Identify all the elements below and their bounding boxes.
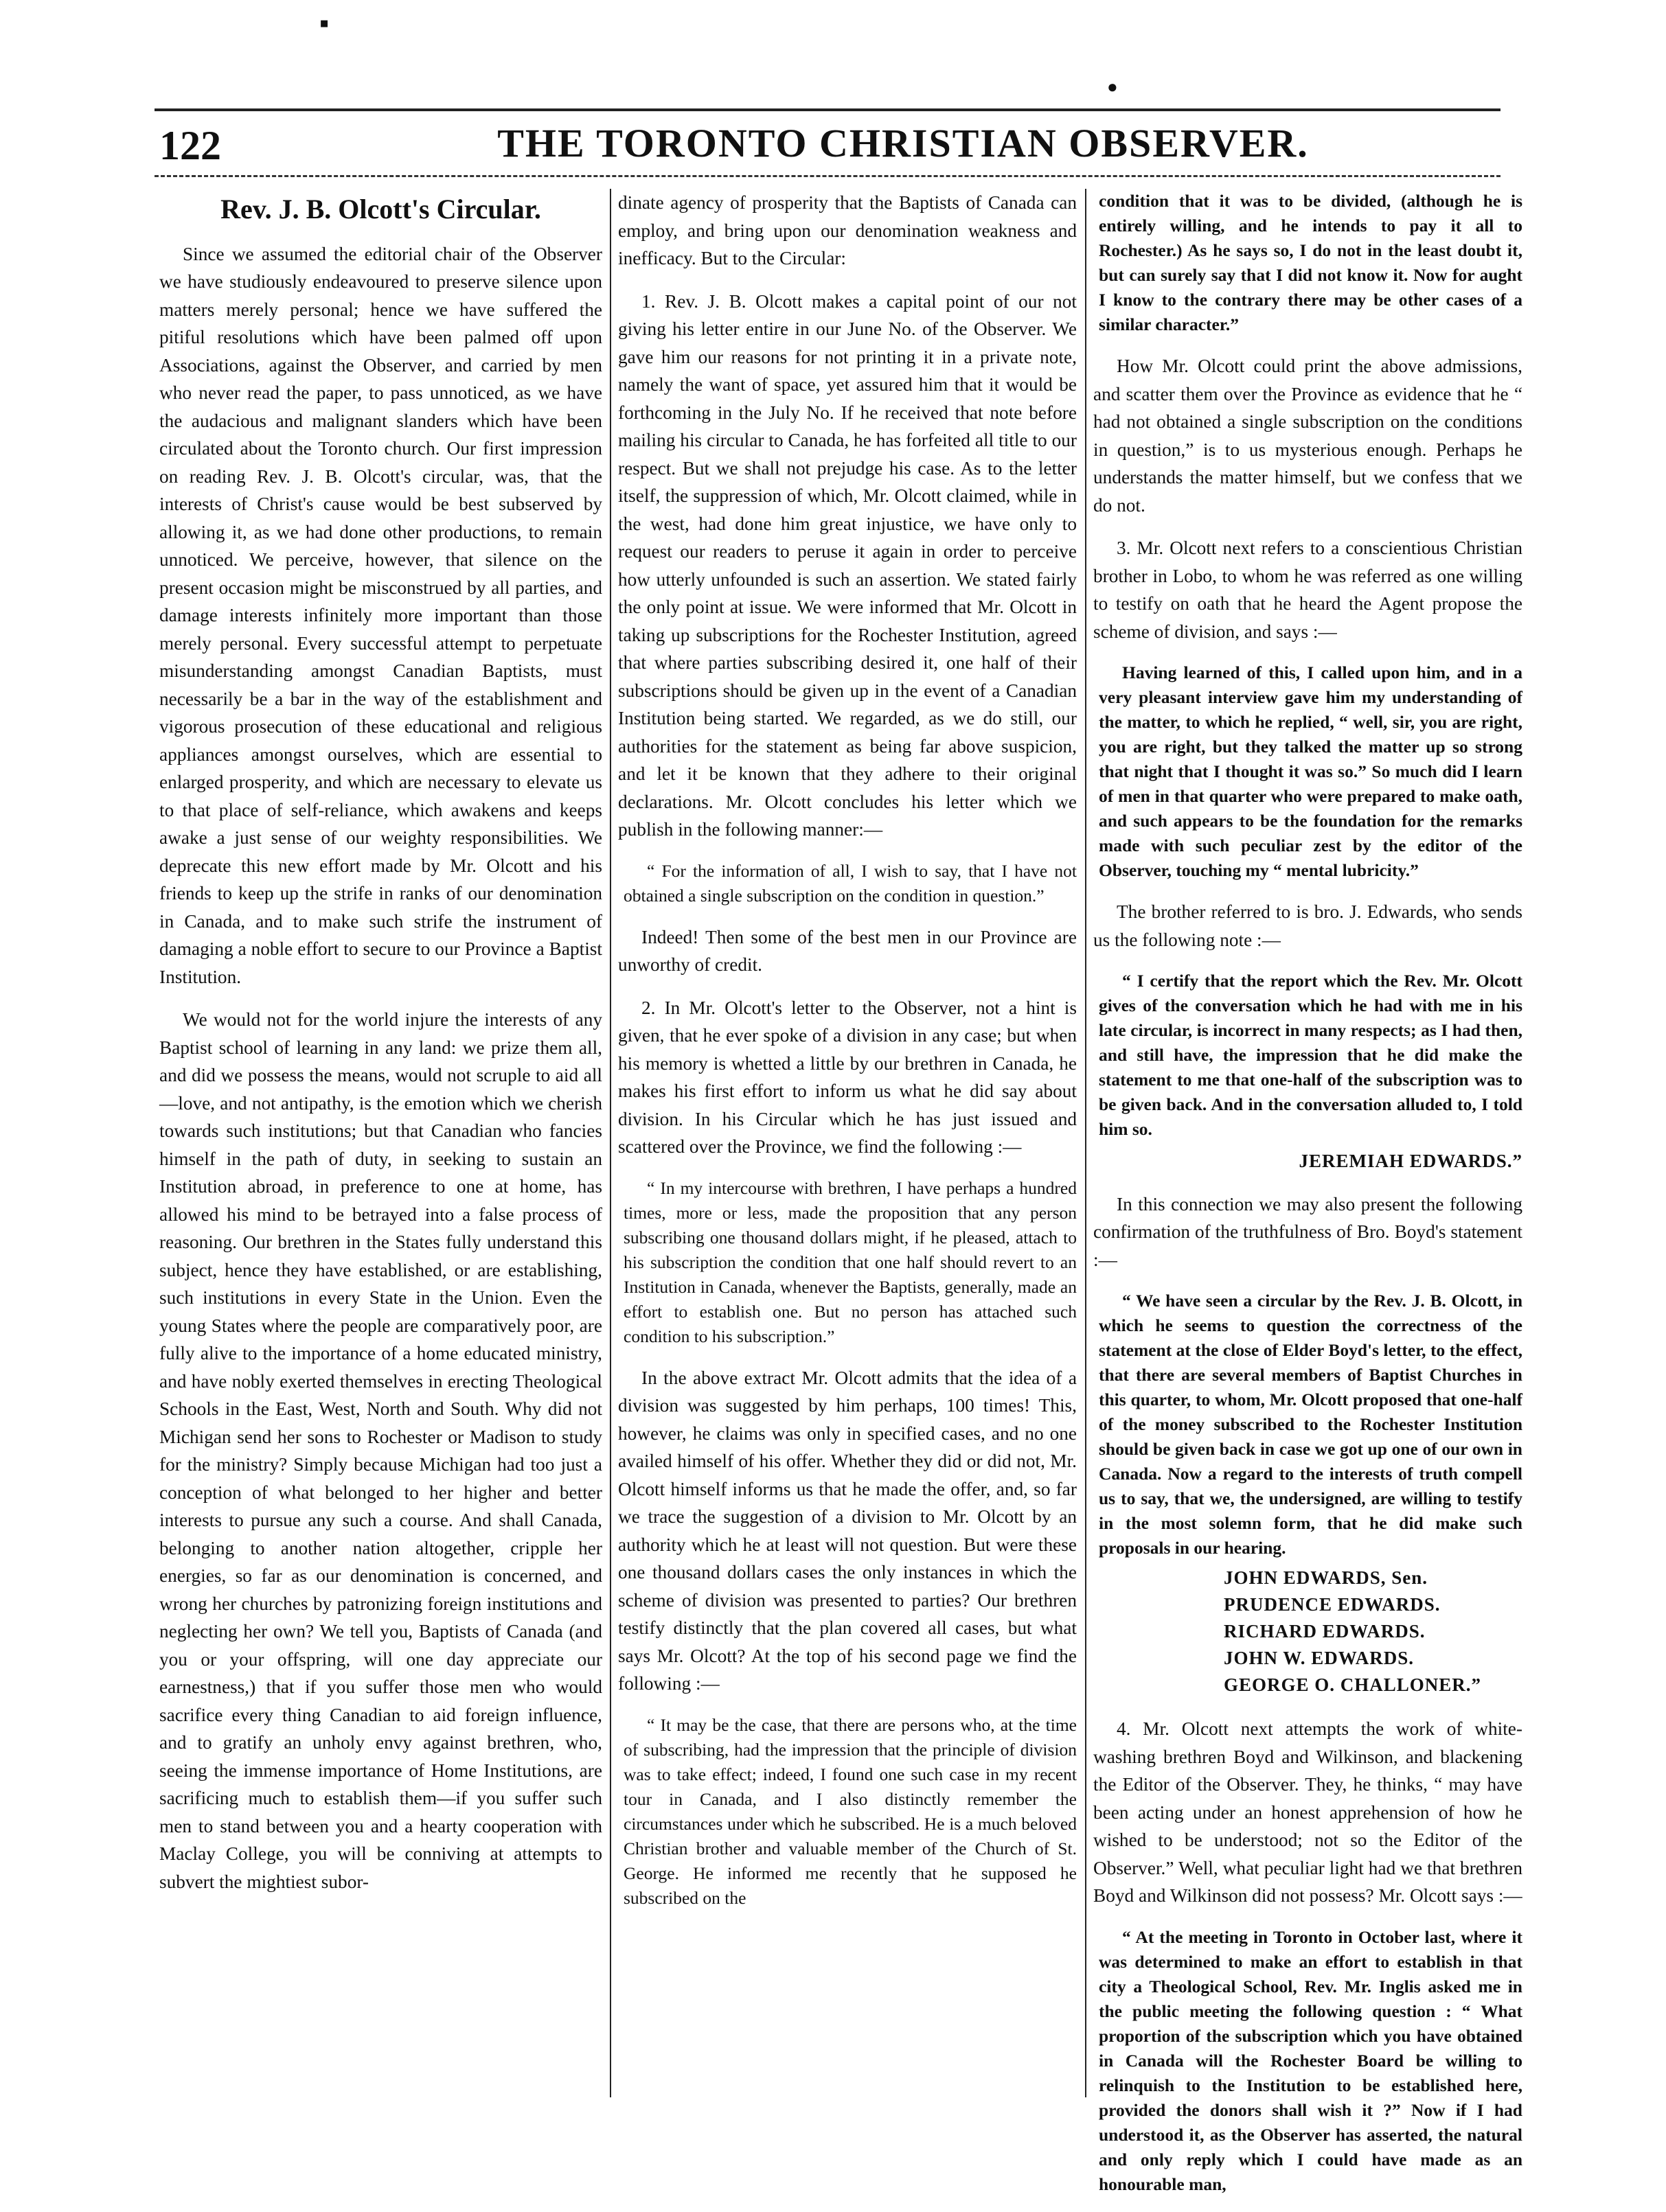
paragraph: How Mr. Olcott could print the above admissions, and scatter them over the Province as evidence that he “ had not obtained a single subscription on the conditions in question,” is to us mysterious enough. Perhaps he understands the matter himself, but we confess that we do not. xyxy=(1093,356,1522,516)
signature-line: JEREMIAH EDWARDS.” xyxy=(1299,1151,1522,1171)
paragraph: 4. Mr. Olcott next attempts the work of white-washing brethren Boyd and Wilkinson, and blackening the Editor of the Observer. They, he thinks, “ may have been acting under an honest apprehension of how he wished to be understood; not so the Editor of the Observer.” Well, what peculiar light had we that brethren Boyd and Wilkinson did not possess? Mr. Olcott says :— xyxy=(1093,1718,1522,1906)
quotation: “ For the information of all, I wish to say, that I have not obtained a single subscription on the condition in question.” xyxy=(624,860,1077,906)
paragraph: 3. Mr. Olcott next refers to a conscientious Christian brother in Lobo, to whom he was referred as one willing to testify on oath that he heard the Agent propose the scheme of division, and says :— xyxy=(1093,538,1522,642)
page-number: 122 xyxy=(159,123,221,168)
paragraph: Indeed! Then some of the best men in our Province are unworthy of credit. xyxy=(618,926,1077,975)
top-center-mark: ● xyxy=(1107,77,1118,97)
paragraph: dinate agency of prosperity that the Baptists of Canada can employ, and bring upon our denomination weakness and inefficacy. But to the Circular: xyxy=(618,192,1077,268)
top-speck: ▪ xyxy=(319,8,330,38)
column-divider-left xyxy=(610,189,611,2097)
signer-name: JOHN EDWARDS, Sen. xyxy=(1224,1567,1428,1588)
paragraph: In the above extract Mr. Olcott admits that the idea of a division was suggested by him perhaps, 100 times! This, however, he claims was only in specified cases, and no one availed himself of his offer. Whether they did or did not, Mr. Olcott himself informs us that he made the offer, and, so far we trace the suggestion of a division to Mr. Olcott by an authority which he at least will not question. But were these one thousand dollars cases the only instances in which the scheme of division was presented to parties? Our brethren testify distinctly that the plan covered all cases, but what says Mr. Olcott? At the top of his second page we find the following :— xyxy=(618,1367,1077,1694)
paragraph: The brother referred to is bro. J. Edwards, who sends us the following note :— xyxy=(1093,901,1522,950)
top-rule xyxy=(155,108,1500,111)
column-divider-right xyxy=(1085,189,1086,2097)
paragraph: In this connection we may also present the following confirmation of the truthfulness of Bro. Boyd's statement :— xyxy=(1093,1193,1522,1270)
header-rule xyxy=(155,175,1500,177)
paragraph: We would not for the world injure the interests of any Baptist school of learning in any land: we prize them all, and did we possess the means, would not scruple to aid all—love, and not antipathy, is the emotion which we cherish towards such institutions; but that Canadian who fancies himself in the path of duty, in seeking to sustain an Institution abroad, in preference to one at home, has allowed his mind to be betrayed into a false process of reasoning. Our brethren in the States fully understand this subject, hence they have established, or are establishing, such institutions in every State in the Union. Even the young States where the people are comparatively poor, are fully alive to the importance of a home educated ministry, and have nobly exerted themselves in erecting Theological Schools in the East, West, North and South. Why did not Michigan send her sons to Rochester or Madison to study for the ministry? Simply because Michigan had too just a conception of what belonged to her higher and better interests to pursue any such a course. And shall Canada, belonging to another nation altogether, cripple her energies, so far as our denomination is concerned, and wrong her churches by patronizing foreign institutions and neglecting her own? We tell you, Baptists of Canada (and you or your offspring, will one day appreciate our earnestness,) that if you suffer those men who would sacrifice every thing Canadian to aid foreign influence, and to gratify an unholy envy against brethren, who, seeing the immense importance of Home Institutions, are sacrificing much to establish them—if you suffer such men to stand between you and a hearty cooperation with Maclay College, you will be conniving at attempts to subvert the mightiest subor- xyxy=(159,1009,602,1892)
paragraph: 1. Rev. J. B. Olcott makes a capital point of our not giving his letter entire in our June No. of the Observer. We gave him our reasons for not printing it in a private note, namely the want of space, yet assured him that it would be forthcoming in the July No. If he received that note before mailing his circular to Canada, he has forfeited all title to our respect. But we shall not prejudge his case. As to the letter itself, the suppression of which, Mr. Olcott claimed, while in the west, had done him great injustice, we have only to request our readers to peruse it again in order to perceive how utterly unfounded is such an assertion. We stated fairly the only point at issue. We were informed that Mr. Olcott in taking up subscriptions for the Rochester Institution, agreed that where parties subscribing desired it, one half of their subscriptions should be given up in the event of a Canadian Institution being started. We regarded, as we do still, our authorities for the statement as being far above suspicion, and let it be known that they adhere to their original declarations. Mr. Olcott concludes his letter which we publish in the following manner:— xyxy=(618,290,1077,840)
column-left xyxy=(159,189,602,1911)
quotation: “ It may be the case, that there are persons who, at the time of subscribing, had the impression that the principle of division was to take effect; indeed, I found one such case in my recent tour in Canada, and I also distinctly remember the circumstances under which he subscribed. He is a much beloved Christian brother and valuable member of the Church of St. George. He informed me recently that he supposed he subscribed on the xyxy=(624,1714,1077,1908)
quotation: “ We have seen a circular by the Rev. J. B. Olcott, in which he seems to question the correctness of the statement at the close of Elder Boyd's letter, to the effect, that there are several members of Baptist Churches in this quarter, to whom, Mr. Olcott proposed that one-half of the money subscribed to the Rochester Institution should be given back in case we got up one of our own in Canada. Now a regard to the interests of truth compell us to say, that we, the undersigned, are willing to testify in the most solemn form, that he did make such proposals in our hearing. xyxy=(1099,1291,1522,1558)
quotation: “ I certify that the report which the Rev. Mr. Olcott gives of the conversation which he had with me in his late circular, is incorrect in many respects; as I had then, and still have, the impression that he did make the statement to me that one-half of the subscription was to be given back. And in the conversation alluded to, I told him so. xyxy=(1099,971,1522,1139)
quotation: Having learned of this, I called upon him, and in a very pleasant interview gave him my understanding of the matter, to which he replied, “ well, sir, you are right, you are right, but they talked the matter up so strong that night that I thought it was so.” So much did I learn of men in that quarter who were prepared to make oath, and such appears to be the foundation for the remarks made with such peculiar zest by the editor of the Observer, touching my “ mental lubricity.” xyxy=(1099,663,1522,880)
quotation: “ At the meeting in Toronto in October last, where it was determined to make an effort to establish in that city a Theological School, Rev. Mr. Inglis asked me in the public meeting the following question : “ What proportion of the subscription which you have obtained in Canada will the Rochester Board be willing to relinquish to the Institution to be established here, provided the donors shall wish it ?” Now if I had understood it, as the Observer has asserted, the natural and only reply which I could have made as an honourable man, xyxy=(1099,1926,1522,2194)
column-middle xyxy=(618,189,1077,1926)
signers-list xyxy=(1093,1565,1522,1698)
signer-name: RICHARD EDWARDS. xyxy=(1224,1621,1426,1641)
paragraph: Since we assumed the editorial chair of the Observer we have studiously endeavoured to preserve silence upon matters merely personal; hence we have suffered the pitiful resolutions which have been palmed off upon Associations, against the Observer, and carried by men who never read the paper, to pass unnoticed, as we have the audacious and malignant slanders which have been circulated about the Toronto church. Our first impression on reading Rev. J. B. Olcott's circular, was, that the interests of Christ's cause would be best subserved by allowing it, as we had done other productions, to remain unnoticed. We perceive, however, that silence on the present occasion might be misconstrued by all parties, and damage interests infinitely more important than those merely personal. Every successful attempt to perpetuate misunderstanding amongst Canadian Baptists, must necessarily be a bar in the way of the establishment and vigorous prosecution of these educational and religious appliances amongst ourselves, which are essential to enlarged prosperity, and which are necessary to elevate us to that place of self-reliance, which awakens and keeps awake a just sense of our weighty responsibilities. We deprecate this new effort made by Mr. Olcott and his friends to keep up the strife in ranks of our denomination in Canada, and to make such strife the instrument of damaging a noble effort to secure to our Province a Baptist Institution. xyxy=(159,243,602,987)
paragraph: 2. In Mr. Olcott's letter to the Observer, not a hint is given, that he ever spoke of a division in any case; but when his memory is whetted a little by our brethren in Canada, he makes his first effort to inform us what he did say about division. In his Circular which he has just issued and scattered over the Province, we find the following :— xyxy=(618,997,1077,1157)
signer-name: GEORGE O. CHALLONER.” xyxy=(1224,1674,1482,1695)
masthead-title: THE TORONTO CHRISTIAN OBSERVER. xyxy=(497,121,1309,165)
signer-name: JOHN W. EDWARDS. xyxy=(1224,1648,1415,1668)
column-right xyxy=(1093,189,1522,2212)
quotation: “ In my intercourse with brethren, I have perhaps a hundred times, more or less, made the proposition that any person subscribing one thousand dollars might, if he pleased, attach to his subscription the condition that one half should revert to an Institution in Canada, whenever the Baptists, generally, made an effort to establish one. But no person has attached such condition to his subscription.” xyxy=(624,1177,1077,1346)
article-heading: Rev. J. B. Olcott's Circular. xyxy=(220,194,541,224)
signer-name: PRUDENCE EDWARDS. xyxy=(1224,1594,1441,1615)
quotation: condition that it was to be divided, (although he is entirely willing, and he intends to pay it all to Rochester.) As he says so, I do not in the least doubt it, but can surely say that I did not know it. Now for aught I know to the contrary there may be other cases of a similar character.” xyxy=(1099,191,1522,334)
